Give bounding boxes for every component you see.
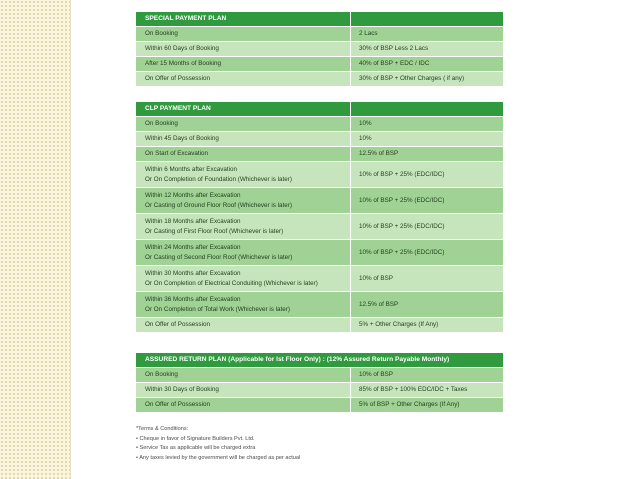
table-title: ASSURED RETURN PLAN (Applicable for Ist Floor Only) : (12% Assured Return Payable Monthly) bbox=[145, 356, 450, 364]
stage-cell-line2: Or Casting of Ground Floor Roof (Whichever is later) bbox=[145, 201, 292, 209]
table-row bbox=[136, 162, 503, 188]
stage-cell: On Start of Excavation bbox=[145, 150, 208, 158]
decorative-side-pattern bbox=[0, 0, 70, 479]
stage-cell: Within 30 Days of Booking bbox=[145, 386, 219, 394]
amount-cell: 5% of BSP + Other Charges (If Any) bbox=[359, 401, 460, 409]
table-row bbox=[136, 27, 503, 42]
assured-return-plan-table bbox=[136, 353, 503, 413]
stage-cell-line2: Or On Completion of Electrical Conduiting (Whichever is later) bbox=[145, 279, 318, 287]
amount-cell: 12.5% of BSP bbox=[359, 300, 399, 308]
table-row bbox=[136, 117, 503, 132]
stage-cell: On Offer of Possession bbox=[145, 75, 210, 83]
stage-cell-line2: Or Casting of Second Floor Roof (Whichever is later) bbox=[145, 253, 293, 261]
amount-cell: 30% of BSP + Other Charges ( if any) bbox=[359, 75, 465, 83]
table-row bbox=[136, 318, 503, 333]
stage-cell: After 15 Months of Booking bbox=[145, 60, 221, 68]
table-row bbox=[136, 188, 503, 214]
table-row bbox=[136, 368, 503, 383]
table-row bbox=[136, 57, 503, 72]
stage-cell: On Offer of Possession bbox=[145, 401, 210, 409]
stage-cell: On Booking bbox=[145, 30, 178, 38]
terms-item: • Service Tax as applicable will be charged extra bbox=[136, 445, 256, 451]
amount-cell: 5% + Other Charges (If Any) bbox=[359, 321, 439, 329]
table-row bbox=[136, 132, 503, 147]
stage-cell-line1: Within 24 Months after Excavation bbox=[145, 243, 241, 251]
stage-cell-line1: Within 36 Months after Excavation bbox=[145, 295, 241, 303]
special-payment-plan-table bbox=[136, 12, 503, 87]
table-row bbox=[136, 147, 503, 162]
table-title: SPECIAL PAYMENT PLAN bbox=[145, 15, 227, 23]
terms-item: • Cheque in favor of Signature Builders Pvt. Ltd. bbox=[136, 435, 255, 442]
stage-cell-line2: Or On Completion of Foundation (Whichever is later) bbox=[145, 175, 292, 183]
table-row bbox=[136, 240, 503, 266]
stage-cell: Within 60 Days of Booking bbox=[145, 45, 219, 53]
table-title: CLP PAYMENT PLAN bbox=[145, 105, 211, 113]
amount-cell: 10% of BSP + 25% (EDC/IDC) bbox=[359, 196, 445, 204]
stage-cell-line1: Within 30 Months after Excavation bbox=[145, 269, 241, 277]
stage-cell-line1: Within 12 Months after Excavation bbox=[145, 191, 241, 199]
terms-heading: *Terms & Conditions: bbox=[136, 426, 189, 432]
table-row bbox=[136, 292, 503, 318]
table-row bbox=[136, 42, 503, 57]
stage-cell: On Offer of Possession bbox=[145, 321, 210, 329]
stage-cell-line1: Within 18 Months after Excavation bbox=[145, 217, 241, 225]
table-row bbox=[136, 398, 503, 413]
amount-cell: 10% of BSP bbox=[359, 371, 393, 379]
stage-cell-line2: Or Casting of First Floor Roof (Whichever is later) bbox=[145, 227, 284, 235]
table-row bbox=[136, 266, 503, 292]
table-row bbox=[136, 72, 503, 87]
stage-cell: On Booking bbox=[145, 371, 178, 379]
stage-cell: On Booking bbox=[145, 120, 178, 128]
amount-cell: 10% of BSP bbox=[359, 274, 393, 282]
stage-cell-line2: Or On Completion of Total Work (Whichever is later) bbox=[145, 305, 290, 313]
stage-cell: Within 45 Days of Booking bbox=[145, 135, 219, 143]
table-row bbox=[136, 383, 503, 398]
table-header bbox=[136, 12, 503, 27]
terms-and-conditions bbox=[136, 425, 300, 463]
amount-cell: 10% of BSP + 25% (EDC/IDC) bbox=[359, 170, 445, 178]
side-divider bbox=[70, 0, 71, 479]
amount-cell: 10% of BSP + 25% (EDC/IDC) bbox=[359, 222, 445, 230]
table-header bbox=[136, 102, 503, 117]
clp-payment-plan-table bbox=[136, 102, 503, 333]
amount-cell: 10% bbox=[359, 120, 372, 128]
table-row bbox=[136, 214, 503, 240]
amount-cell: 85% of BSP + 100% EDC/IDC + Taxes bbox=[359, 386, 468, 394]
amount-cell: 2 Lacs bbox=[359, 30, 378, 38]
amount-cell: 30% of BSP Less 2 Lacs bbox=[359, 45, 429, 53]
amount-cell: 10% of BSP + 25% (EDC/IDC) bbox=[359, 248, 445, 256]
terms-item: • Any taxes levied by the government will be charged as per actual bbox=[136, 454, 301, 461]
amount-cell: 40% of BSP + EDC / IDC bbox=[359, 60, 430, 68]
amount-cell: 12.5% of BSP bbox=[359, 150, 399, 158]
table-header bbox=[136, 353, 503, 368]
amount-cell: 10% bbox=[359, 135, 372, 143]
stage-cell-line1: Within 6 Months after Excavation bbox=[145, 165, 238, 173]
